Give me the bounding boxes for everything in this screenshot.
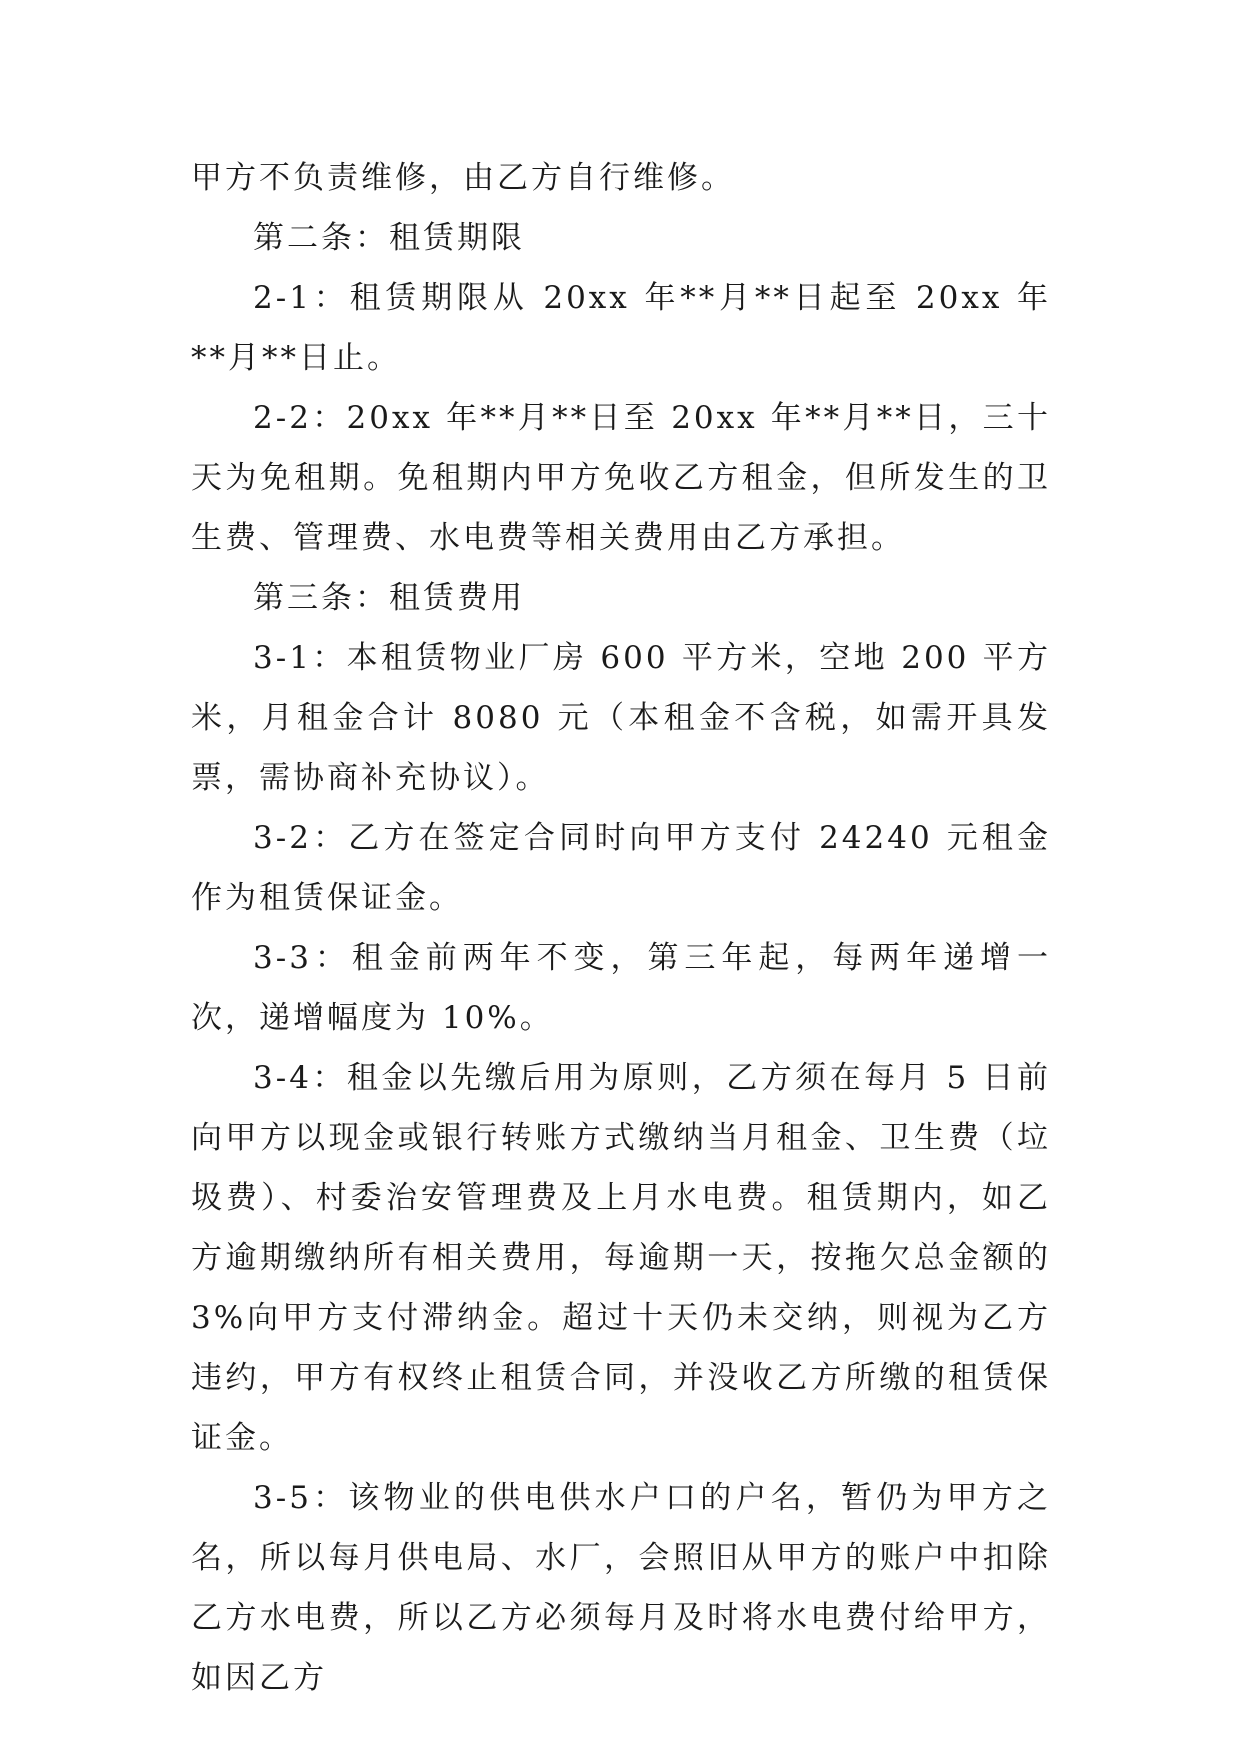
clause-3-5: 3-5：该物业的供电供水户口的户名，暂仍为甲方之名，所以每月供电局、水厂，会照旧从甲方的账户中扣除乙方水电费，所以乙方必须每月及时将水电费付给甲方，如因乙方 — [191, 1480, 1051, 1696]
clause-3-4: 3-4：租金以先缴后用为原则，乙方须在每月 5 日前向甲方以现金或银行转账方式缴纳当月租金、卫生费（垃圾费）、村委治安管理费及上月水电费。租赁期内，如乙方逾期缴纳所有相关费用，每逾期一天，按拖欠总金额的 3%向甲方支付滞纳金。超过十天仍未交纳，则视为乙方违约，甲方有权终止租赁合同，并没收乙方所缴的租赁保证金。 — [191, 1060, 1051, 1456]
clause-3-1: 3-1：本租赁物业厂房 600 平方米，空地 200 平方米，月租金合计 8080 元（本租金不含税，如需开具发票，需协商补充协议）。 — [191, 640, 1051, 796]
clause-3-2: 3-2：乙方在签定合同时向甲方支付 24240 元租金作为租赁保证金。 — [191, 820, 1051, 916]
clause-2-2: 2-2：20xx 年**月**日至 20xx 年**月**日，三十天为免租期。免租期内甲方免收乙方租金，但所发生的卫生费、管理费、水电费等相关费用由乙方承担。 — [191, 400, 1051, 556]
article-heading-3: 第三条：租赁费用 — [253, 580, 525, 616]
article-heading-2: 第二条：租赁期限 — [253, 220, 525, 256]
clause-2-1: 2-1：租赁期限从 20xx 年**月**日起至 20xx 年**月**日止。 — [191, 280, 1051, 376]
clause-3-3: 3-3：租金前两年不变，第三年起，每两年递增一次，递增幅度为 10%。 — [191, 940, 1051, 1036]
paragraph-continuation: 甲方不负责维修，由乙方自行维修。 — [191, 160, 735, 196]
document-body — [191, 148, 1051, 1708]
